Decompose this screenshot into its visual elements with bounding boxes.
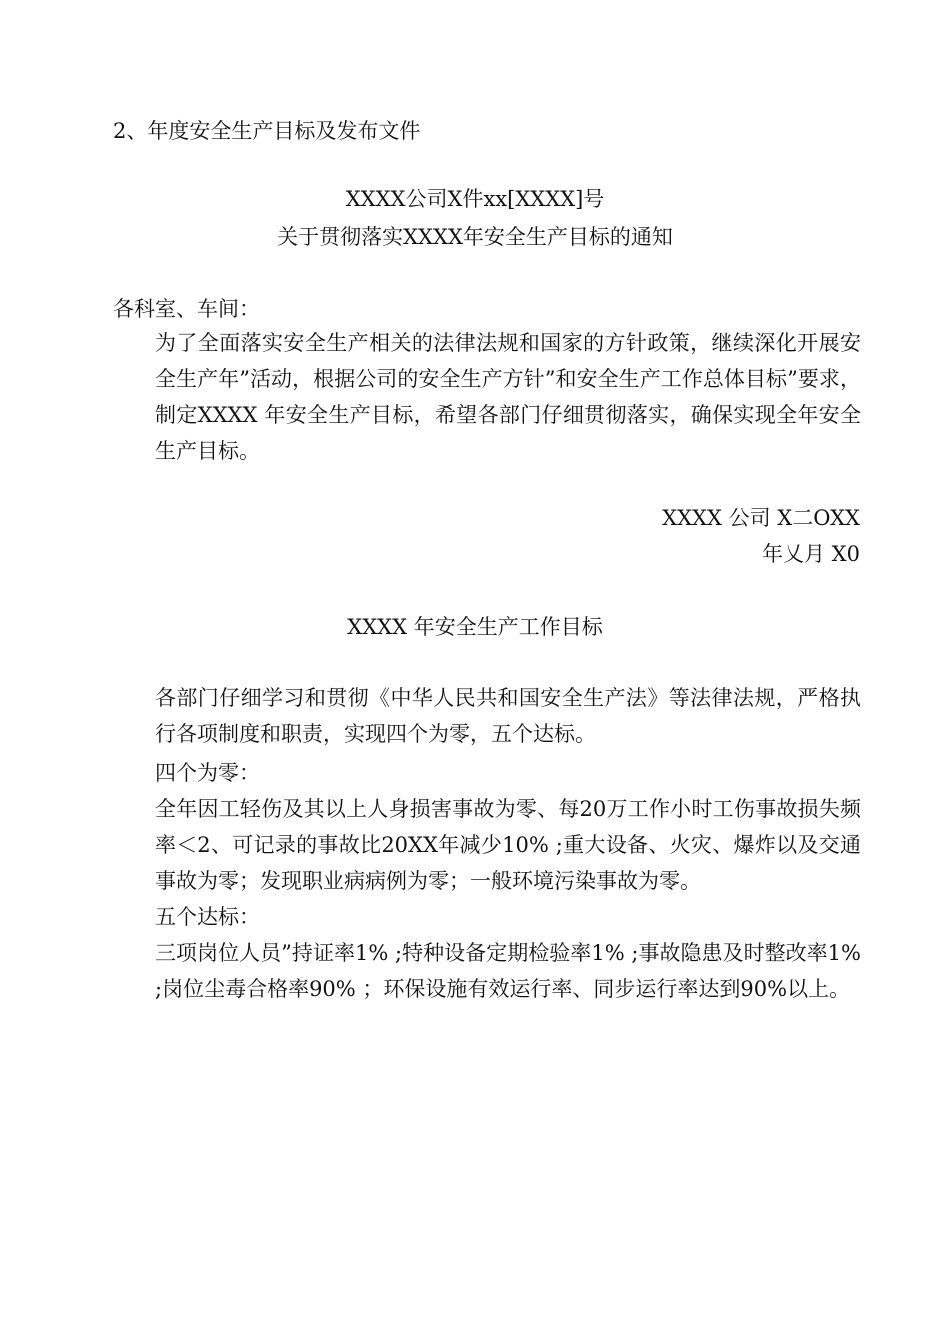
notice-addressee: 各科室、车间： — [113, 297, 260, 321]
notice-doc-number: XXXX公司X件xx[XXXX]号 — [345, 187, 605, 211]
notice-body — [113, 325, 861, 469]
goals-title: XXXX 年安全生产工作目标 — [347, 615, 603, 639]
goals-intro-text: 各部门仔细学习和贯彻《中华人民共和国安全生产法》等法律法规，严格执行各项制度和职责，实现四个为零，五个达标。 — [155, 686, 861, 746]
four-zero-paragraph — [113, 791, 861, 899]
notice-body-text: 为了全面落实安全生产相关的法律法规和国家的方针政策，继续深化开展安全生产年”活动，根据公司的安全生产方针”和安全生产工作总体目标”要求，制定XXXX 年安全生产目标，希望各部门仔细贯彻落实，确保实现全年安全生产目标。 — [155, 331, 861, 463]
four-zero-text: 全年因工轻伤及其以上人身损害事故为零、每20万工作小时工伤事故损失频率＜2、可记录的事故比20XX年减少10% ;重大设备、火灾、爆炸以及交通事故为零；发现职业病病例为零；一般环境污染事故为零。 — [155, 797, 861, 893]
five-standard-heading: 五个达标： — [155, 905, 260, 929]
four-zero-heading: 四个为零： — [155, 761, 260, 785]
signature-company: XXXX 公司 X二OXX — [662, 506, 860, 530]
notice-title: 关于贯彻落实XXXX年安全生产目标的通知 — [277, 225, 673, 249]
section-heading: 2、年度安全生产目标及发布文件 — [113, 119, 421, 143]
five-standard-text: 三项岗位人员”持证率1% ;特种设备定期检验率1% ;事故隐患及时整改率1% ;岗位尘毒合格率90% ；环保设施有效运行率、同步运行率达到90%以上。 — [155, 941, 861, 1001]
five-standard-paragraph — [113, 935, 861, 1007]
signature-date: 年乂月 X0 — [762, 542, 860, 566]
goals-intro — [113, 680, 861, 752]
